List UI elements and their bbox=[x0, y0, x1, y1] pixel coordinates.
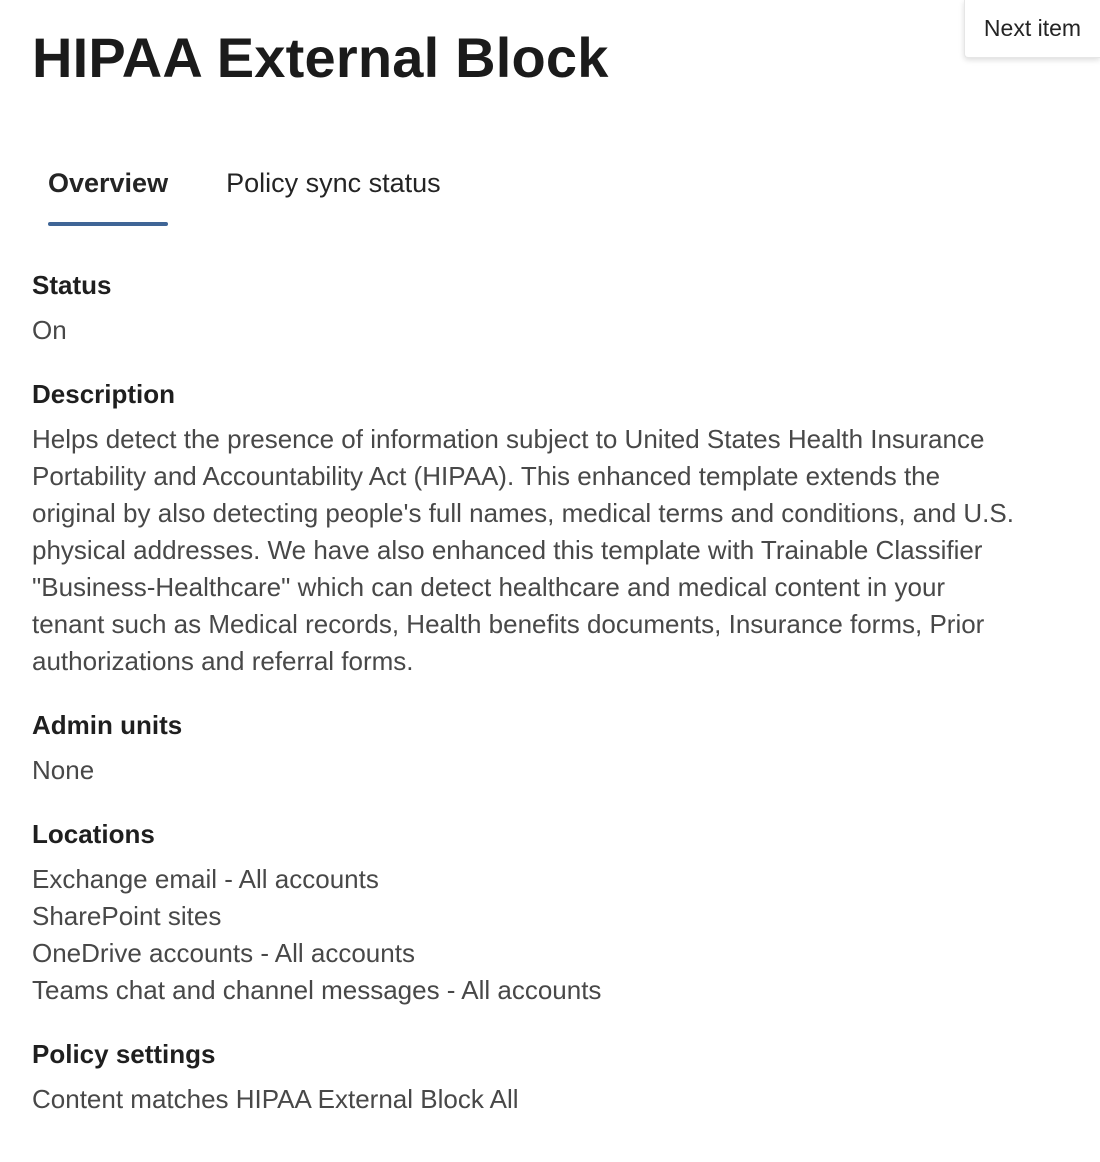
description-label: Description bbox=[32, 379, 176, 409]
tab-overview[interactable]: Overview bbox=[32, 150, 184, 226]
status-value: On bbox=[32, 315, 67, 345]
next-item-button[interactable]: Next item bbox=[964, 0, 1100, 58]
locations-label: Locations bbox=[32, 819, 155, 849]
locations-section bbox=[32, 815, 1032, 1009]
page-title: HIPAA External Block bbox=[32, 26, 609, 89]
admin-units-value: None bbox=[32, 755, 95, 785]
status-label: Status bbox=[32, 270, 112, 300]
admin-units-section bbox=[32, 706, 1032, 789]
tab-list bbox=[32, 150, 457, 230]
policy-settings-value: Content matches HIPAA External Block All bbox=[32, 1084, 519, 1114]
locations-list bbox=[32, 861, 1032, 1009]
status-section bbox=[32, 266, 1032, 349]
tab-policy-sync-status[interactable]: Policy sync status bbox=[226, 168, 441, 198]
location-item-exchange: Exchange email - All accounts bbox=[32, 864, 379, 894]
overview-content bbox=[32, 266, 1032, 1144]
location-item-onedrive: OneDrive accounts - All accounts bbox=[32, 938, 415, 968]
location-item-teams: Teams chat and channel messages - All accounts bbox=[32, 975, 602, 1005]
description-section bbox=[32, 375, 1032, 680]
location-item-sharepoint: SharePoint sites bbox=[32, 901, 222, 931]
policy-settings-label: Policy settings bbox=[32, 1039, 216, 1069]
admin-units-label: Admin units bbox=[32, 710, 183, 740]
description-value: Helps detect the presence of information subject to United States Health Insurance Portability and Accountability Act (HIPAA). This enhanced template extends the original by also detecting people's full names, medical terms and conditions, and U.S. physical addresses. We have also enhanced this template with Trainable Classifier "Business-Healthcare" which can detect healthcare and medical content in your tenant such as Medical records, Health benefits documents, Insurance forms, Prior authorizations and referral forms. bbox=[32, 424, 1014, 676]
policy-settings-section bbox=[32, 1035, 1032, 1118]
